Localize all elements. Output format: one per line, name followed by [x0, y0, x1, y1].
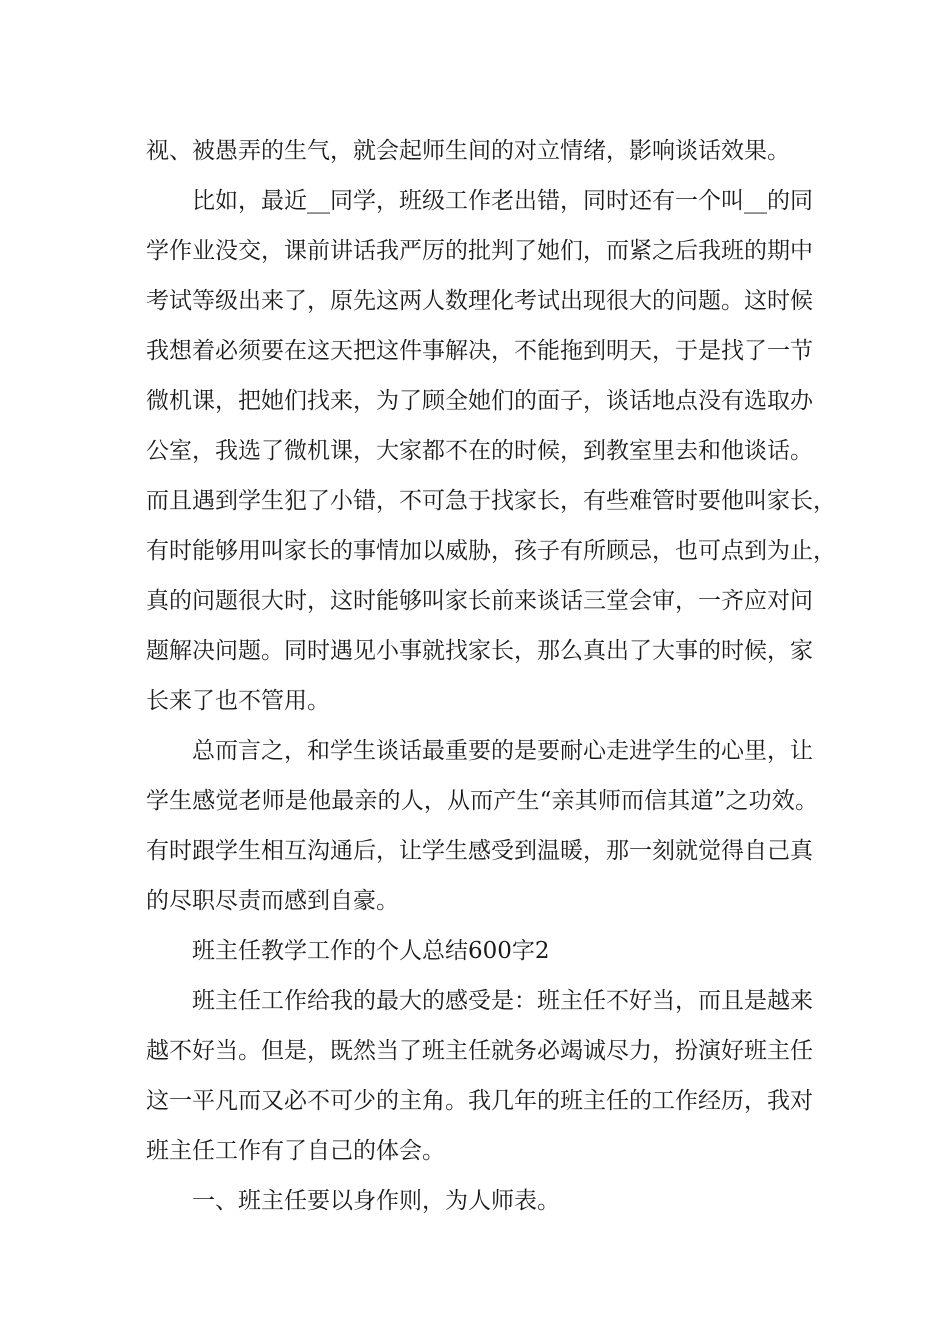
text-line: 公室，我选了微机课，大家都不在的时候，到教室里去和他谈话。	[146, 438, 813, 464]
text-line: 而且遇到学生犯了小错，不可急于找家长，有些难管时要他叫家长，	[146, 488, 836, 514]
text-line: 学生感觉老师是他最亲的人，从而产生“亲其师而信其道”之功效。	[146, 788, 818, 814]
text-line: 班主任工作有了自己的体会。	[146, 1138, 445, 1164]
text-line: 学作业没交，课前讲话我严厉的批判了她们，而紧之后我班的期中	[146, 238, 813, 264]
section-heading: 一、班主任要以身作则，为人师表。	[192, 1188, 560, 1214]
text-line: 比如，最近__同学，班级工作老出错，同时还有一个叫__的同	[192, 188, 813, 214]
text-line: 我想着必须要在这天把这件事解决，不能拖到明天，于是找了一节	[146, 338, 813, 364]
text-line: 总而言之，和学生谈话最重要的是要耐心走进学生的心里，让	[192, 738, 813, 764]
text-line: 有时能够用叫家长的事情加以威胁，孩子有所顾忌，也可点到为止，	[146, 538, 836, 564]
text-line: 视、被愚弄的生气，就会起师生间的对立情绪，影响谈话效果。	[146, 138, 790, 164]
text-line: 长来了也不管用。	[146, 688, 330, 714]
text-line: 班主任工作给我的最大的感受是：班主任不好当，而且是越来	[192, 988, 813, 1014]
text-line: 的尽职尽责而感到自豪。	[146, 888, 399, 914]
text-line: 越不好当。但是，既然当了班主任就务必竭诚尽力，扮演好班主任	[146, 1038, 813, 1064]
text-line: 真的问题很大时，这时能够叫家长前来谈话三堂会审，一齐应对问	[146, 588, 813, 614]
text-line: 有时跟学生相互沟通后，让学生感受到温暖，那一刻就觉得自己真	[146, 838, 813, 864]
section-heading: 班主任教学工作的个人总结600字2	[192, 938, 550, 964]
text-line: 微机课，把她们找来，为了顾全她们的面子，谈话地点没有选取办	[146, 388, 813, 414]
text-line: 考试等级出来了，原先这两人数理化考试出现很大的问题。这时候	[146, 288, 813, 314]
text-line: 这一平凡而又必不可少的主角。我几年的班主任的工作经历，我对	[146, 1088, 813, 1114]
text-line: 题解决问题。同时遇见小事就找家长，那么真出了大事的时候，家	[146, 638, 813, 664]
